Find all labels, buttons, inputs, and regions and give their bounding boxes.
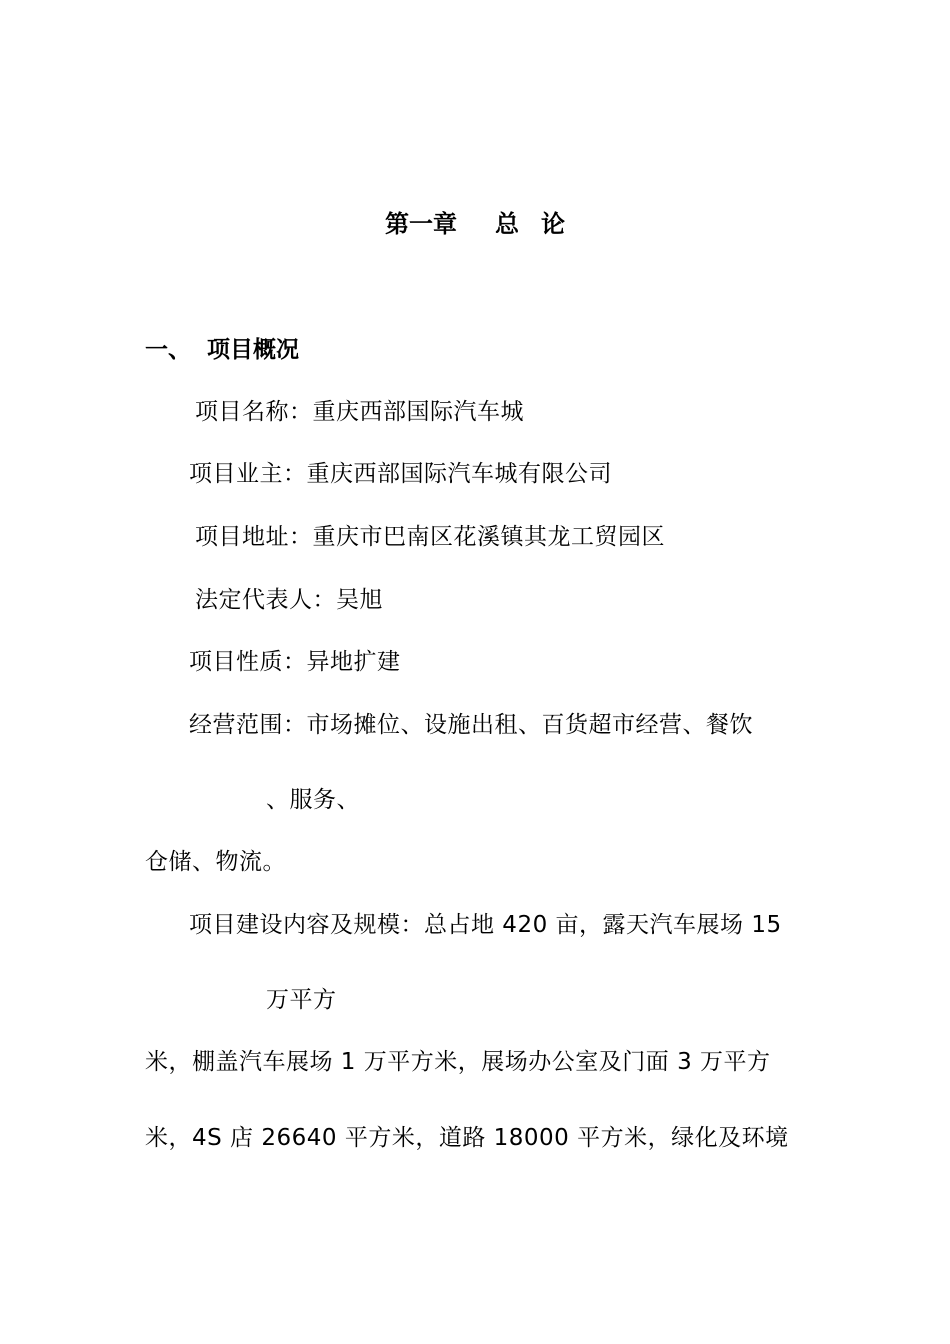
legal-representative-line: 法定代表人：吴旭: [195, 587, 383, 613]
construction-scale-line-3: 米，棚盖汽车展场 1 万平方米，展场办公室及门面 3 万平方: [145, 1049, 771, 1075]
chapter-title-part2: 论: [541, 210, 565, 238]
construction-scale-continued-line: 万平方: [266, 987, 337, 1013]
chapter-title-part1: 总: [495, 210, 519, 238]
business-scope-line: 经营范围：市场摊位、设施出租、百货超市经营、餐饮: [189, 712, 753, 738]
project-address-line: 项目地址：重庆市巴南区花溪镇其龙工贸园区: [195, 524, 665, 550]
project-name-line: 项目名称：重庆西部国际汽车城: [195, 399, 524, 425]
business-scope-continued-line: 、服务、: [266, 787, 360, 813]
section-heading: [145, 335, 299, 365]
project-nature-line: 项目性质：异地扩建: [189, 649, 401, 675]
construction-scale-line: 项目建设内容及规模：总占地 420 亩，露天汽车展场 15: [189, 912, 782, 938]
section-title: 项目概况: [207, 337, 299, 363]
construction-scale-line-4: 米，4S 店 26640 平方米，道路 18000 平方米，绿化及环境: [145, 1125, 789, 1151]
chapter-number: 第一章: [385, 210, 457, 238]
project-owner-line: 项目业主：重庆西部国际汽车城有限公司: [189, 461, 612, 487]
section-number: 一、: [145, 337, 191, 363]
business-scope-end-line: 仓储、物流。: [145, 849, 286, 875]
chapter-title: [0, 209, 950, 239]
